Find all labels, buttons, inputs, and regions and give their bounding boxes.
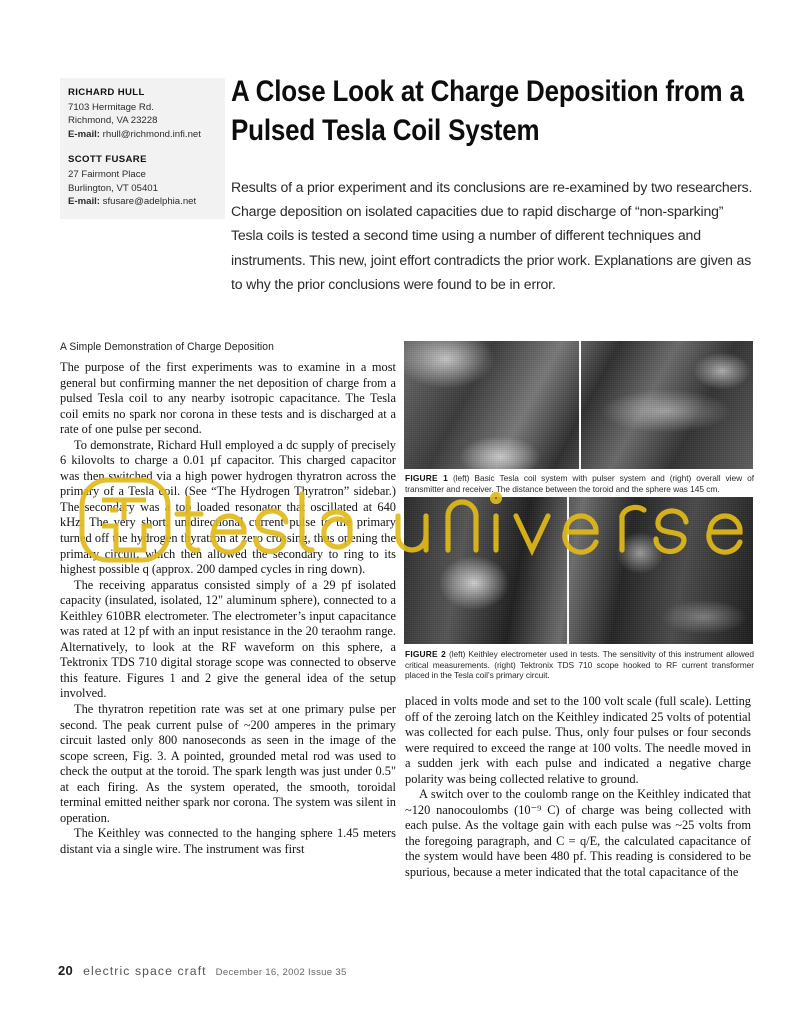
- author-street: 7103 Hermitage Rd.: [68, 101, 154, 113]
- author-email: sfusare@adelphia.net: [102, 196, 197, 208]
- figure-label: FIGURE 1: [405, 473, 448, 483]
- author-block: [60, 78, 225, 219]
- author-name: SCOTT FUSARE: [68, 154, 147, 166]
- figure-label: FIGURE 2: [405, 649, 446, 659]
- figure-2-caption: [405, 649, 754, 681]
- paragraph: The receiving apparatus consisted simply of a 29 pf isolated capacity (insulated, isolated, 12" aluminum sphere), connected to a Keithley 610BR electrometer. The electrometer’s input capacitance was rated at 12 pf with an input resistance in the 20 teraohm range. Alternatively, to look at the RF waveform on this sphere, a Tektronix TDS 710 digital storage scope was connected to observe this feature. Figures 1 and 2 give the general idea of the setup involved.: [60, 577, 396, 701]
- figure-caption-text: (left) Basic Tesla coil system with pulser system and (right) overall view of transmitter and receiver. The distance between the toroid and the sphere was 145 cm.: [405, 473, 754, 494]
- page-footer: [58, 962, 347, 980]
- issue-info: December 16, 2002 Issue 35: [215, 967, 347, 978]
- author-email-line: [68, 128, 219, 142]
- author-entry: [68, 86, 219, 141]
- author-city: Richmond, VA 23228: [68, 115, 158, 127]
- figure-caption-text: (left) Keithley electrometer used in tests. The sensitivity of this instrument allowed critical measurements. (right) Tektronix TDS 710 scope hooked to RF current transformer placed in the Tesla coil’s primary circuit.: [405, 649, 754, 681]
- paragraph: To demonstrate, Richard Hull employed a dc supply of precisely 6 kilovolts to charge a 0.01 µf capacitor. This charged capacitor was then switched via a high power hydrogen thyratron across the primary of a Tesla coil. (See “The Hydrogen Thyratron” sidebar.) The secondary was a top loaded resonator that oscillated at 640 kHz. The very short, unidirectional current pulse to the primary turned off the hydrogen thyratron at zero crossing, thus opening the primary circuit, which then allowed the secondary to ring to its highest possible q (approx. 200 damped cycles in ring down).: [60, 437, 396, 577]
- paragraph: placed in volts mode and set to the 100 volt scale (full scale). Letting off of the zeroing latch on the Keithley indicated 25 volts of potential was collected for each pulse. Thus, only four pulses or four seconds were required to exceed the range at 100 volts. The needle moved in a sudden jerk with each pulse and indicated a negative charge polarity was being collected relative to ground.: [405, 694, 751, 786]
- body-column-right: [405, 694, 751, 881]
- author-street: 27 Fairmont Place: [68, 168, 146, 180]
- paragraph: The thyratron repetition rate was set at one primary pulse per second. The peak current pulse of ~200 amperes in the primary circuit lasted only 800 nanoseconds as seen in the image of the scope screen, Fig. 3. A pointed, grounded metal rod was used to check the output at the toroid. The spark length was just under 0.5" at each firing. As the system operated, the smooth, toroidal terminal emitted neither spark nor corona. The system was silent in operation.: [60, 702, 396, 825]
- article-deck: Results of a prior experiment and its conclusions are re-examined by two researchers. Charge deposition on isolated capacities due to rapid discharge of “non-sparking” Tesla coils is tested a second time using a number of different techniques and instruments. This new, joint effort contradicts the prior work. Explanations are given as to why the prior conclusions were found to be in error.: [231, 179, 753, 292]
- email-label: E-mail:: [68, 196, 100, 208]
- journal-name: electric space craft: [83, 964, 207, 978]
- paragraph: The purpose of the first experiments was to examine in a most general but confirming manner the net deposition of charge from a pulsed Tesla coil to any nearby isotropic capacitance. The Tesla coil emits no spark nor corona in these tests and is discharged at a rate of one pulse per second.: [60, 360, 396, 437]
- author-name: RICHARD HULL: [68, 87, 145, 98]
- photo-grain: [404, 341, 753, 469]
- author-city: Burlington, VT 05401: [68, 182, 158, 194]
- email-label: E-mail:: [68, 128, 100, 140]
- article-title: A Close Look at Charge Deposition from a Pulsed Tesla Coil System: [231, 75, 744, 147]
- author-entry: [68, 153, 219, 208]
- author-email: rhull@richmond.infi.net: [102, 128, 201, 140]
- figure-2-image: [404, 497, 753, 644]
- page-number: 20: [58, 963, 74, 978]
- body-column-left: [60, 360, 396, 858]
- photo-grain: [404, 497, 753, 644]
- paragraph: The Keithley was connected to the hanging sphere 1.45 meters distant via a single wire. The instrument was first: [60, 826, 396, 856]
- section-heading: A Simple Demonstration of Charge Deposition: [60, 341, 274, 353]
- author-email-line: [68, 195, 219, 209]
- figure-1-image: [404, 341, 753, 469]
- paragraph: A switch over to the coulomb range on the Keithley indicated that ~120 nanocoulombs (10⁻⁹ C) of charge was being collected with each pulse. As the voltage gain with each pulse was ~25 volts from the foregoing paragraph, and C = q/E, the calculated capacitance of the system would have been 480 pf. This reading is considered to be spurious, because a meter indicated that the total capacitance of the: [405, 787, 751, 880]
- figure-1-caption: [405, 473, 754, 494]
